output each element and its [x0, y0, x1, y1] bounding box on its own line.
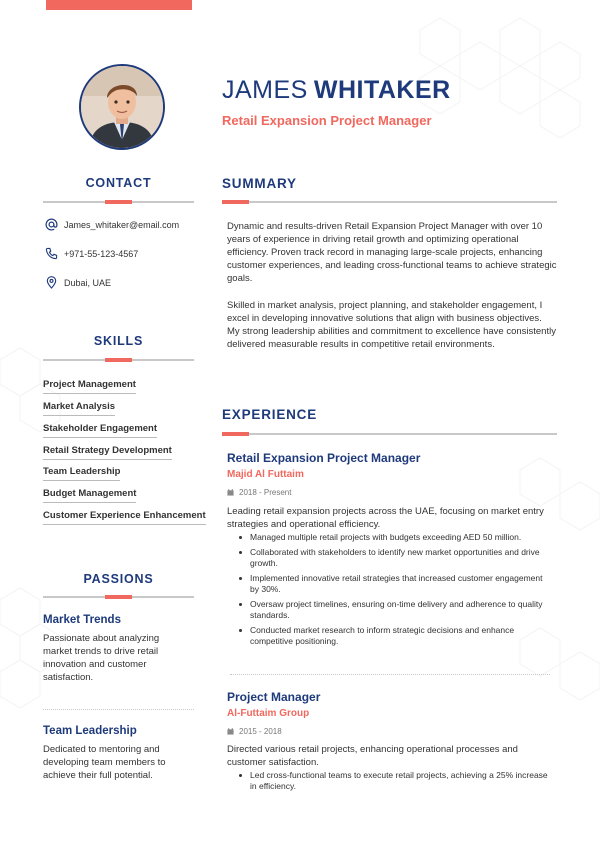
achievement-item: Led cross-functional teams to execute retail projects, achieving a 25% increase in efficiency. [237, 770, 552, 792]
contact-phone [45, 247, 138, 260]
job-dates-text: 2015 - 2018 [239, 727, 282, 736]
passion-description: Passionate about analyzing market trends to drive retail innovation and customer satisfaction. [43, 633, 160, 683]
experience-heading: EXPERIENCE [222, 407, 318, 422]
job-achievements [237, 532, 552, 651]
at-icon [45, 218, 58, 231]
passions-divider [43, 596, 194, 598]
job-dates-text: 2018 - Present [239, 488, 292, 497]
job-title: Retail Expansion Project Manager [227, 451, 421, 465]
contact-divider [43, 201, 194, 203]
last-name: WHITAKER [313, 76, 451, 104]
skills-heading: SKILLS [93, 334, 144, 348]
job-title: Retail Expansion Project Manager [222, 113, 432, 128]
skill-item: Budget Management [43, 488, 136, 503]
phone-icon [45, 247, 58, 260]
contact-heading: CONTACT [85, 176, 152, 190]
candidate-name [222, 76, 451, 105]
achievement-item: Collaborated with stakeholders to identify new market opportunities and drive growth. [237, 547, 552, 569]
job-achievements [237, 770, 552, 796]
phone-text: +971-55-123-4567 [64, 248, 139, 259]
achievement-item: Implemented innovative retail strategies that increased customer engagement by 30%. [237, 573, 552, 595]
job-description: Leading retail expansion projects across the UAE, focusing on market entry strategies and operational efficiency. [227, 506, 544, 530]
passions-heading: PASSIONS [83, 572, 154, 586]
summary-divider [222, 201, 557, 203]
summary-paragraph: Skilled in market analysis, project planning, and stakeholder engagement, I excel in developing innovative solutions that align with business objectives. My strong leadership abilities and commitment to excellence have consistently delivered measurable results in competitive retail environments. [227, 300, 556, 350]
summary-heading: SUMMARY [222, 176, 297, 191]
passion-description: Dedicated to mentoring and developing team members to achieve their full potential. [43, 744, 166, 781]
calendar-icon [227, 728, 234, 735]
contact-email [45, 218, 179, 231]
passion-title: Market Trends [43, 614, 121, 626]
experience-divider [222, 433, 557, 435]
achievement-item: Conducted market research to inform strategic decisions and enhance competitive positioning. [237, 625, 552, 647]
skill-item: Retail Strategy Development [43, 445, 172, 460]
skill-item: Customer Experience Enhancement [43, 510, 206, 525]
profile-photo [79, 64, 165, 150]
contact-location [45, 276, 111, 289]
job-dates [227, 488, 291, 497]
passion-title: Team Leadership [43, 725, 137, 737]
skill-item: Team Leadership [43, 466, 120, 481]
skill-item: Stakeholder Engagement [43, 423, 157, 438]
job-separator [230, 674, 550, 675]
skill-item: Market Analysis [43, 401, 115, 416]
location-pin-icon [45, 276, 58, 289]
skills-divider [43, 359, 194, 361]
skill-item: Project Management [43, 379, 136, 394]
passion-separator [43, 709, 194, 710]
calendar-icon [227, 489, 234, 496]
email-text: James_whitaker@email.com [64, 219, 180, 230]
location-text: Dubai, UAE [64, 277, 112, 288]
achievement-item: Oversaw project timelines, ensuring on-time delivery and adherence to quality standards. [237, 599, 552, 621]
job-dates [227, 727, 282, 736]
summary-paragraph: Dynamic and results-driven Retail Expansion Project Manager with over 10 years of experience in driving retail growth and optimizing operational efficiency. Proven track record in managing large-scale projects, enhancing customer experiences, and leading cross-functional teams to achieve strategic goals. [227, 221, 557, 284]
first-name: JAMES [222, 76, 308, 104]
achievement-item: Managed multiple retail projects with budgets exceeding AED 50 million. [237, 532, 552, 543]
top-accent-bar [46, 0, 192, 10]
job-description: Directed various retail projects, enhancing operational processes and customer satisfaction. [227, 744, 518, 768]
company-name: Al-Futtaim Group [227, 708, 310, 719]
job-title: Project Manager [227, 690, 321, 704]
company-name: Majid Al Futtaim [227, 469, 304, 480]
